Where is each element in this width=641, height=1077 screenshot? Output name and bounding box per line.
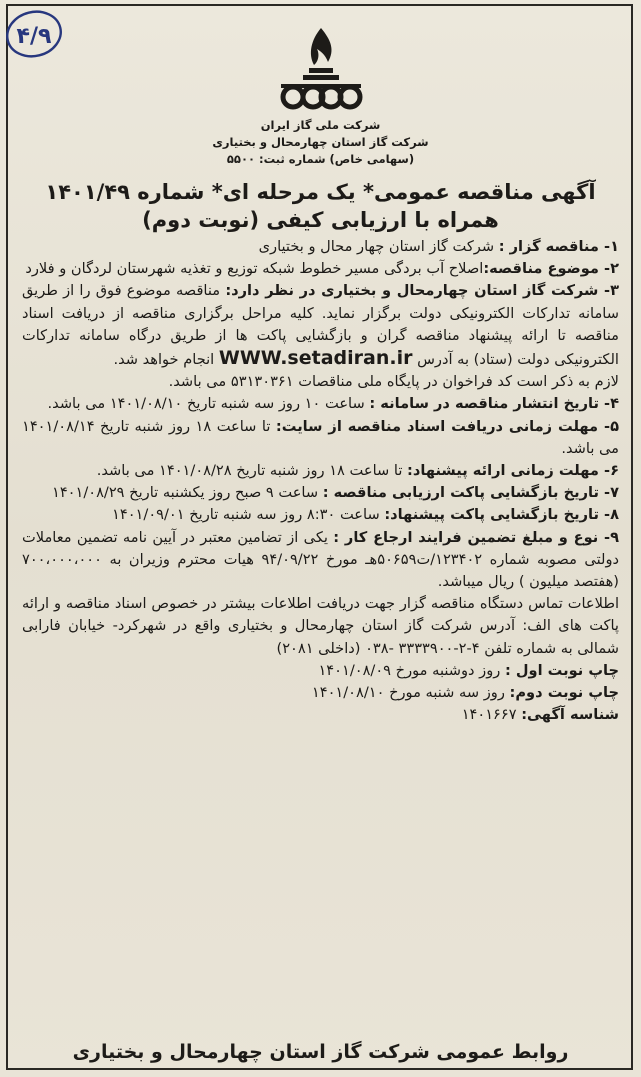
second-print-text: روز سه شنبه مورخ ۱۴۰۱/۰۸/۱۰ bbox=[311, 684, 510, 702]
item-7-text: ساعت ۹ صبح روز یکشنبه تاریخ ۱۴۰۱/۰۸/۲۹ bbox=[51, 484, 323, 502]
setad-url-link[interactable]: WWW.setadiran.ir bbox=[218, 347, 413, 370]
item-tender-organizer bbox=[22, 236, 619, 258]
org-subsidiary: شرکت گاز استان چهارمحال و بختیاری bbox=[212, 135, 429, 149]
ad-id-value: ۱۴۰۱۶۶۷ bbox=[461, 706, 522, 724]
item-8-heading: ۸- تاریخ بازگشایی پاکت پیشنهاد: bbox=[384, 506, 619, 524]
item-3-heading: ۳- شرکت گاز استان چهارمحال و بختیاری در نظر دارد: bbox=[225, 282, 619, 300]
item-4-text: ساعت ۱۰ روز سه شنبه تاریخ ۱۴۰۱/۰۸/۱۰ می باشد. bbox=[47, 395, 370, 413]
item-5-text: تا ساعت ۱۸ روز شنبه تاریخ ۱۴۰۱/۰۸/۱۴ می باشد. bbox=[22, 417, 619, 457]
item-2-text: اصلاح آب بردگی مسیر خطوط شبکه توزیع و تغذیه شهرستان لردگان و فلارد bbox=[25, 260, 484, 278]
item-6-text: تا ساعت ۱۸ روز شنبه تاریخ ۱۴۰۱/۰۸/۲۸ می باشد. bbox=[96, 462, 408, 480]
ad-id bbox=[22, 704, 619, 726]
item-1-heading: ۱- مناقصه گزار : bbox=[498, 238, 619, 255]
item-5-heading: ۵- مهلت زمانی دریافت اسناد مناقصه از سایت: bbox=[275, 417, 619, 435]
second-print-date bbox=[22, 682, 619, 704]
contact-info: اطلاعات تماس دستگاه مناقصه گزار جهت دریافت اطلاعات بیشتر در خصوص اسناد مناقصه و ارائه پاکت های الف: آدرس شرکت گاز استان چهارمحال و بختیاری واقع در شهرکرد- خیابان فارابی شمالی به شماره تلفن ۴-۲-۳۳۳۳۹۰۰ -۰۳۸ (داخلی ۲۰۸۱) bbox=[22, 595, 619, 657]
nigc-flame-logo bbox=[273, 24, 369, 116]
item-7-heading: ۷- تاریخ بازگشایی پاکت ارزیابی مناقصه : bbox=[322, 484, 619, 502]
ad-body bbox=[22, 236, 619, 726]
tender-code-note: لازم به ذکر است کد فراخوان در پایگاه ملی مناقصات ۵۳۱۳۰۳۶۱ می باشد. bbox=[168, 373, 619, 391]
org-name: شرکت ملی گاز ایران bbox=[260, 118, 381, 132]
item-offer-deadline bbox=[22, 460, 619, 482]
first-print-heading: چاپ نوبت اول : bbox=[504, 661, 619, 679]
item-3-end: انجام خواهد شد. bbox=[113, 351, 215, 369]
second-print-heading: چاپ نوبت دوم: bbox=[509, 684, 619, 702]
item-6-heading: ۶- مهلت زمانی ارائه پیشنهاد: bbox=[407, 462, 619, 480]
item-4-heading: ۴- تاریخ انتشار مناقصه در سامانه : bbox=[369, 395, 619, 413]
item-guarantee bbox=[22, 527, 619, 594]
handwritten-mark-text: ۴/۹ bbox=[16, 24, 52, 49]
title-line-1: آگهی مناقصه عمومی* یک مرحله ای* شماره ۱۴۰۱/۴۹ bbox=[45, 180, 596, 204]
item-tender-method bbox=[22, 280, 619, 371]
title-line-2: همراه با ارزیابی کیفی (نوبت دوم) bbox=[142, 208, 499, 232]
header bbox=[0, 24, 641, 167]
item-9-text: یکی از تضامین معتبر در آیین نامه تضمین معاملات دولتی مصوبه شماره ۱۲۳۴۰۲/ت۵۰۶۵۹هـ مورخ ۹۴/۰۹/۲۲ هیات محترم وزیران به ۷۰۰،۰۰۰،۰۰۰ (هفتصد میلیون ) ریال میباشد. bbox=[22, 528, 619, 591]
item-9-heading: ۹- نوع و مبلغ تضمین فرایند ارجاع کار : bbox=[333, 528, 619, 546]
item-evaluation-opening bbox=[22, 482, 619, 504]
first-print-date bbox=[22, 660, 619, 682]
item-document-deadline bbox=[22, 416, 619, 460]
public-relations-signature: روابط عمومی شرکت گاز استان چهارمحال و بختیاری bbox=[72, 1041, 569, 1063]
item-3-text: مناقصه موضوع فوق را از طریق سامانه تدارکات الکترونیکی دولت برگزار نماید. کلیه مراحل برگزاری مناقصه از دریافت اسناد مناقصه تا ارائه پیشنهاد مناقصه گران و بازگشایی پاکت ها از طریق درگاه سامانه تدارکات الکترونیکی دولت (ستاد) به آدرس bbox=[22, 282, 619, 369]
ad-id-heading: شناسه آگهی: bbox=[521, 706, 619, 724]
item-offer-opening bbox=[22, 504, 619, 526]
ad-title bbox=[24, 178, 617, 234]
item-tender-subject bbox=[22, 258, 619, 280]
item-8-text: ساعت ۸:۳۰ روز سه شنبه تاریخ ۱۴۰۱/۰۹/۰۱ bbox=[112, 506, 385, 524]
first-print-text: روز دوشنبه مورخ ۱۴۰۱/۰۸/۰۹ bbox=[318, 661, 505, 679]
item-2-heading: ۲- موضوع مناقصه: bbox=[483, 260, 619, 278]
item-1-text: شرکت گاز استان چهار محال و بختیاری bbox=[258, 238, 499, 255]
org-registration: (سهامی خاص) شماره ثبت: ۵۵۰۰ bbox=[226, 152, 415, 166]
item-publish-date bbox=[22, 393, 619, 415]
